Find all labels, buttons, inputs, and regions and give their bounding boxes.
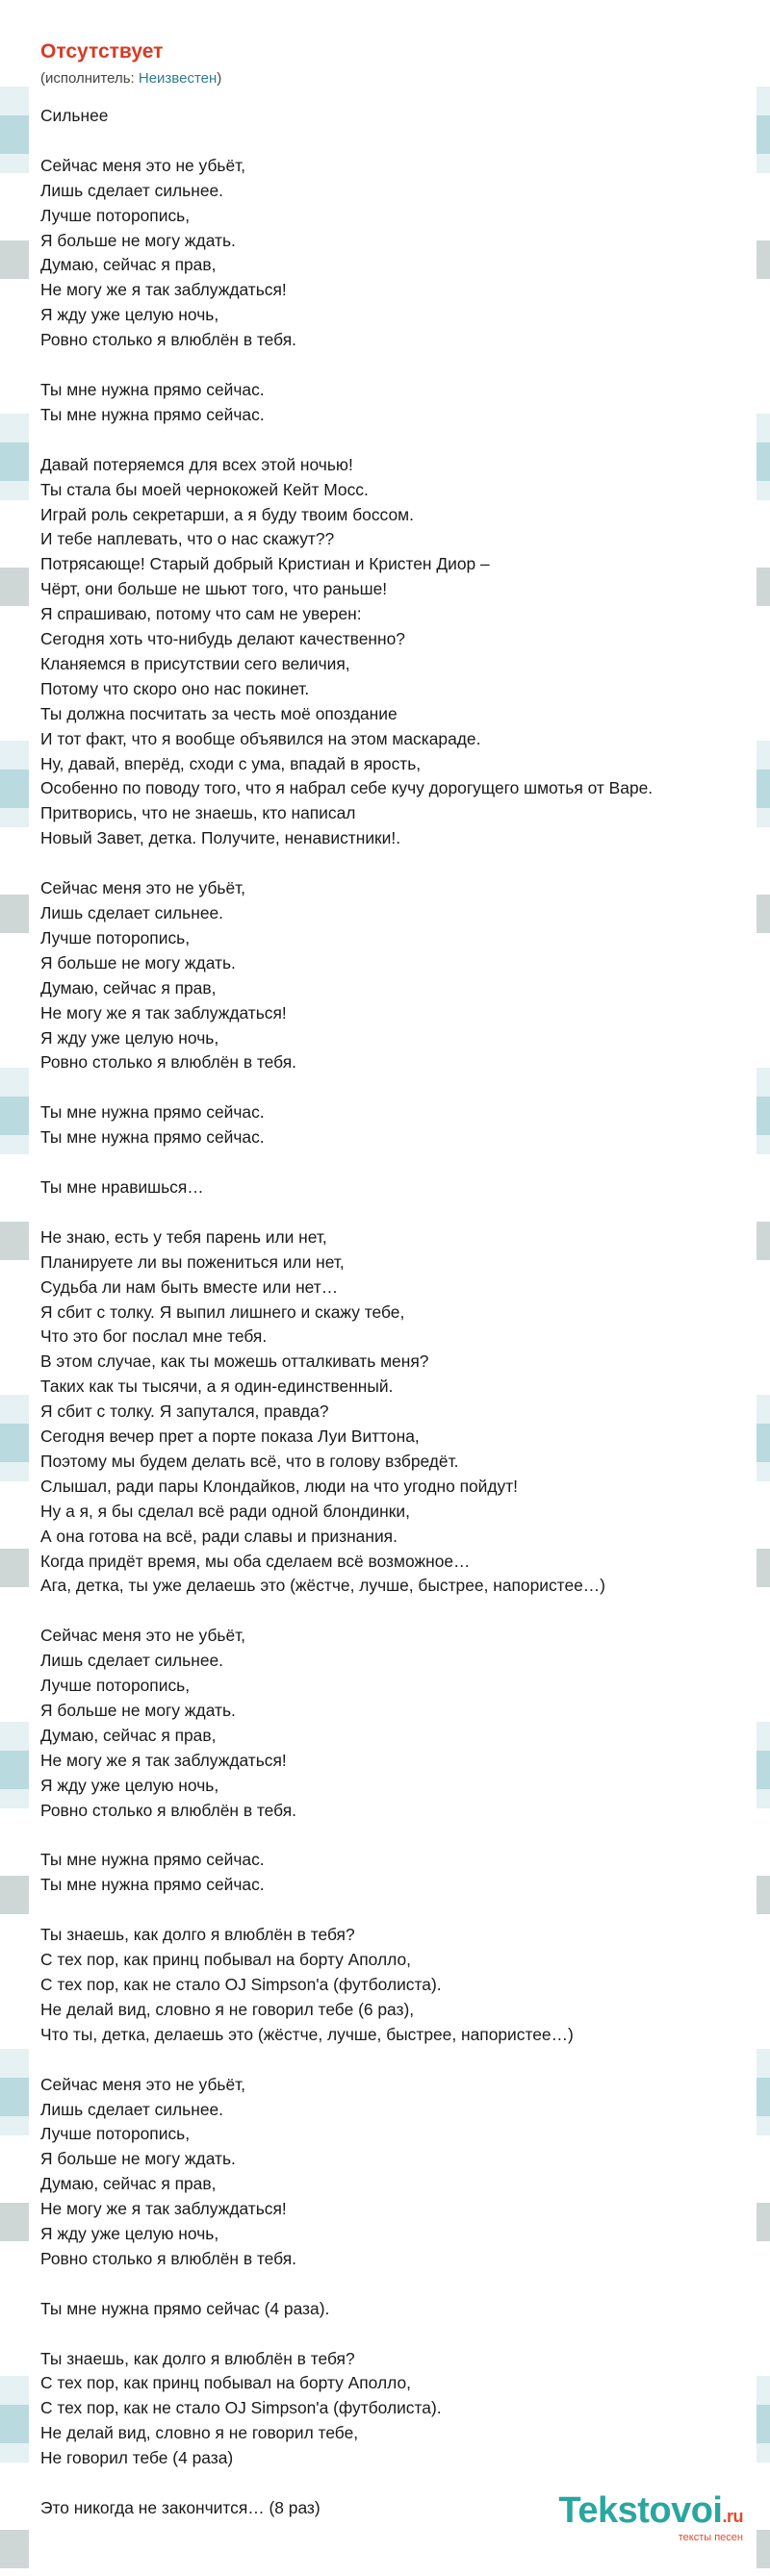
site-logo[interactable] (558, 2491, 743, 2543)
lyrics-text: Сильнее Сейчас меня это не убьёт, Лишь сделает сильнее. Лучше поторопись, Я больше не могу ждать. Думаю, сейчас я прав, Не могу же я так заблуждаться! Я жду уже целую ночь, Ровно столько я влюблён в тебя. Ты мне нужна прямо сейчас. Ты мне нужна прямо сейчас. Давай потеряемся для всех этой ночью! Ты стала бы моей чернокожей Кейт Мосс. Играй роль секретарши, а я буду твоим боссом. И тебе наплевать, что о нас скажут?? Потрясающе! Старый добрый Кристиан и Кристен Диор – Чёрт, они больше не шьют того, что раньше! Я спрашиваю, потому что сам не уверен: Сегодня хоть что-нибудь делают качественно? Кланяемся в присутствии сего величия, Потому что скоро оно нас покинет. Ты должна посчитать за честь моё опоздание И тот факт, что я вообще объявился на этом маскараде. Ну, давай, вперёд, сходи с ума, впадай в ярость, Особенно по поводу того, что я набрал себе кучу дорогущего шмотья от Варе. Притворись, что не знаешь, кто написал Новый Завет, детка. Получите, ненавистники!. Сейчас меня это не убьёт, Лишь сделает сильнее. Лучше поторопись, Я больше не могу ждать. Думаю, сейчас я прав, Не могу же я так заблуждаться! Я жду уже целую ночь, Ровно столько я влюблён в тебя. Ты мне нужна прямо сейчас. Ты мне нужна прямо сейчас. Ты мне нравишься… Не знаю, есть у тебя парень или нет, Планируете ли вы пожениться или нет, Судьба ли нам быть вместе или нет… Я сбит с толку. Я выпил лишнего и скажу тебе, Что это бог послал мне тебя. В этом случае, как ты можешь отталкивать меня? Таких как ты тысячи, а я один-единственный. Я сбит с толку. Я запутался, правда? Сегодня вечер прет а порте показа Луи Виттона, Поэтому мы будем делать всё, что в голову взбредёт. Слышал, ради пары Клондайков, люди на что угодно пойдут! Ну а я, я бы сделал всё ради одной блондинки, А она готова на всё, ради славы и признания. Когда придёт время, мы оба сделаем всё возможное… Ага, детка, ты уже делаешь это (жёстче, лучше, быстрее, напористее…) Сейчас меня это не убьёт, Лишь сделает сильнее. Лучше поторопись, Я больше не могу ждать. Думаю, сейчас я прав, Не могу же я так заблуждаться! Я жду уже целую ночь, Ровно столько я влюблён в тебя. Ты мне нужна прямо сейчас. Ты мне нужна прямо сейчас. Ты знаешь, как долго я влюблён в тебя? С тех пор, как принц побывал на борту Аполло, С тех пор, как не стало OJ Simpson'a (футболиста). Не делай вид, словно я не говорил тебе (6 раз), Что ты, детка, делаешь это (жёстче, лучше, быстрее, напористее…) Сейчас меня это не убьёт, Лишь сделает сильнее. Лучше поторопись, Я больше не могу ждать. Думаю, сейчас я прав, Не могу же я так заблуждаться! Я жду уже целую ночь, Ровно столько я влюблён в тебя. Ты мне нужна прямо сейчас (4 раза). Ты знаешь, как долго я влюблён в тебя? С тех пор, как принц побывал на борту Аполло, С тех пор, как не стало OJ Simpson'a (футболиста). Не делай вид, словно я не говорил тебе, Не говорил тебе (4 раза) Это никогда не закончится… (8 раз) (40, 106, 654, 2517)
performer-suffix: ) (217, 70, 222, 87)
song-title: Отсутствует (40, 40, 164, 63)
logo-domain: .ru (722, 2507, 743, 2526)
logo-text: Tekstovoi (558, 2490, 723, 2531)
performer-line (40, 69, 221, 88)
logo-tagline: тексты песен (678, 2532, 743, 2543)
song-header (40, 38, 221, 88)
performer-prefix: (исполнитель: (40, 70, 139, 87)
performer-link[interactable]: Неизвестен (138, 70, 218, 87)
